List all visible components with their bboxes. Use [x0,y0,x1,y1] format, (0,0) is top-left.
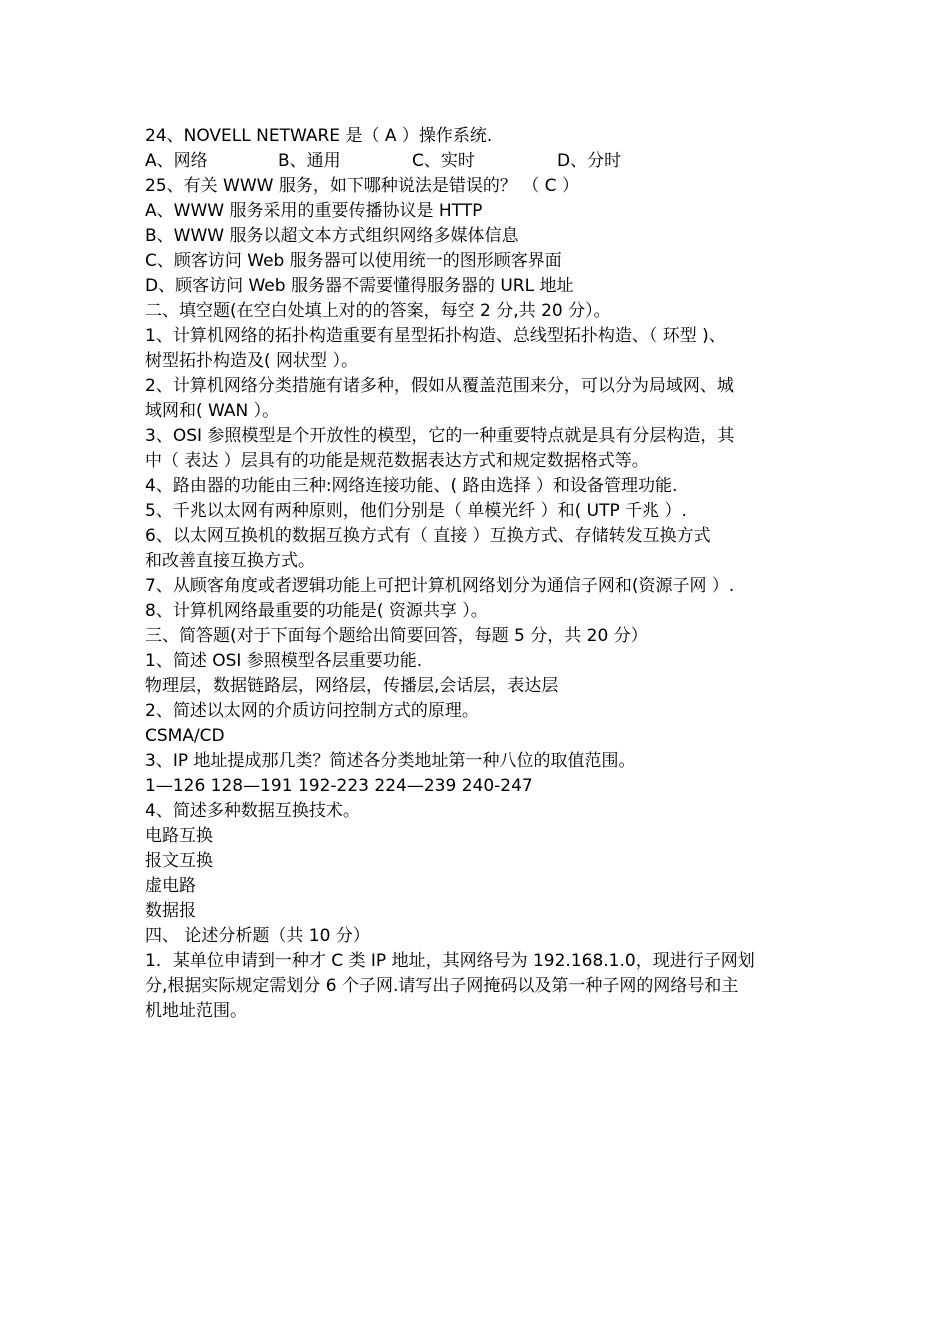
short-answer-line: CSMA/CD [145,726,225,746]
fill-in-line: 和改善直接互换方式。 [145,551,315,571]
short-answer-line: 数据报 [145,901,196,921]
analysis-line: 分,根据实际规定需划分 6 个子网.请写出子网掩码以及第一种子网的网络号和主 [145,976,739,996]
short-answer-line: 1、简述 OSI 参照模型各层重要功能. [145,651,423,671]
section-heading-analysis: 四、 论述分析题（共 10 分） [145,926,370,946]
fill-in-line: 4、路由器的功能由三种:网络连接功能、( 路由选择 ）和设备管理功能. [145,476,678,496]
question-25: 25、有关 WWW 服务，如下哪种说法是错误的？ （ C ） [145,176,579,196]
short-answer-line: 虚电路 [145,876,196,896]
q25-option-b: B、WWW 服务以超文本方式组织网络多媒体信息 [145,226,519,246]
short-answer-line: 报文互换 [145,851,213,871]
question-24: 24、NOVELL NETWARE 是（ A ）操作系统. [145,126,493,146]
short-answer-line: 物理层，数据链路层，网络层，传播层,会话层，表达层 [145,676,559,696]
fill-in-line: 6、以太网互换机的数据互换方式有（ 直接 ）互换方式、存储转发互换方式 [145,526,711,546]
short-answer-line: 电路互换 [145,826,213,846]
q25-option-d: D、顾客访问 Web 服务器不需要懂得服务器的 URL 地址 [145,276,574,296]
q24-option-d: D、分时 [557,151,622,171]
q24-option-a: A、网络 [145,151,208,171]
fill-in-line: 树型拓扑构造及( 网状型 ）。 [145,351,358,371]
fill-in-line: 8、计算机网络最重要的功能是( 资源共享 ）。 [145,601,488,621]
question-24-options [145,149,825,174]
short-answer-line: 2、简述以太网的介质访问控制方式的原理。 [145,701,479,721]
q25-option-c: C、顾客访问 Web 服务器可以使用统一的图形顾客界面 [145,251,562,271]
q24-option-c: C、实时 [412,151,475,171]
analysis-line: 机地址范围。 [145,1001,247,1021]
fill-in-line: 3、OSI 参照模型是个开放性的模型，它的一种重要特点就是具有分层构造，其 [145,426,735,446]
q25-option-a: A、WWW 服务采用的重要传播协议是 HTTP [145,201,483,221]
short-answer-line: 4、简述多种数据互换技术。 [145,801,360,821]
q24-option-b: B、通用 [278,151,341,171]
fill-in-line: 5、千兆以太网有两种原则，他们分别是（ 单模光纤 ）和( UTP 千兆 ）. [145,501,687,521]
fill-in-line: 中（ 表达 ）层具有的功能是规范数据表达方式和规定数据格式等。 [145,451,649,471]
fill-in-line: 域网和( WAN ）。 [145,401,280,421]
fill-in-line: 1、计算机网络的拓扑构造重要有星型拓扑构造、总线型拓扑构造、（ 环型 )、 [145,326,726,346]
short-answer-line: 1—126 128—191 192-223 224—239 240-247 [145,776,533,796]
analysis-line: 1．某单位申请到一种才 C 类 IP 地址，其网络号为 192.168.1.0，现进行子网划 [145,951,755,971]
document-body [145,124,825,1024]
section-heading-short-answer: 三、简答题(对于下面每个题给出简要回答，每题 5 分，共 20 分） [145,626,648,646]
short-answer-line: 3、IP 地址提成那几类？简述各分类地址第一种八位的取值范围。 [145,751,636,771]
fill-in-line: 2、计算机网络分类措施有诸多种，假如从覆盖范围来分，可以分为局域网、城 [145,376,734,396]
section-heading-fill-in: 二、填空题(在空白处填上对的的答案，每空 2 分,共 20 分）。 [145,301,611,321]
fill-in-line: 7、从顾客角度或者逻辑功能上可把计算机网络划分为通信子网和(资源子网 ）. [145,576,735,596]
